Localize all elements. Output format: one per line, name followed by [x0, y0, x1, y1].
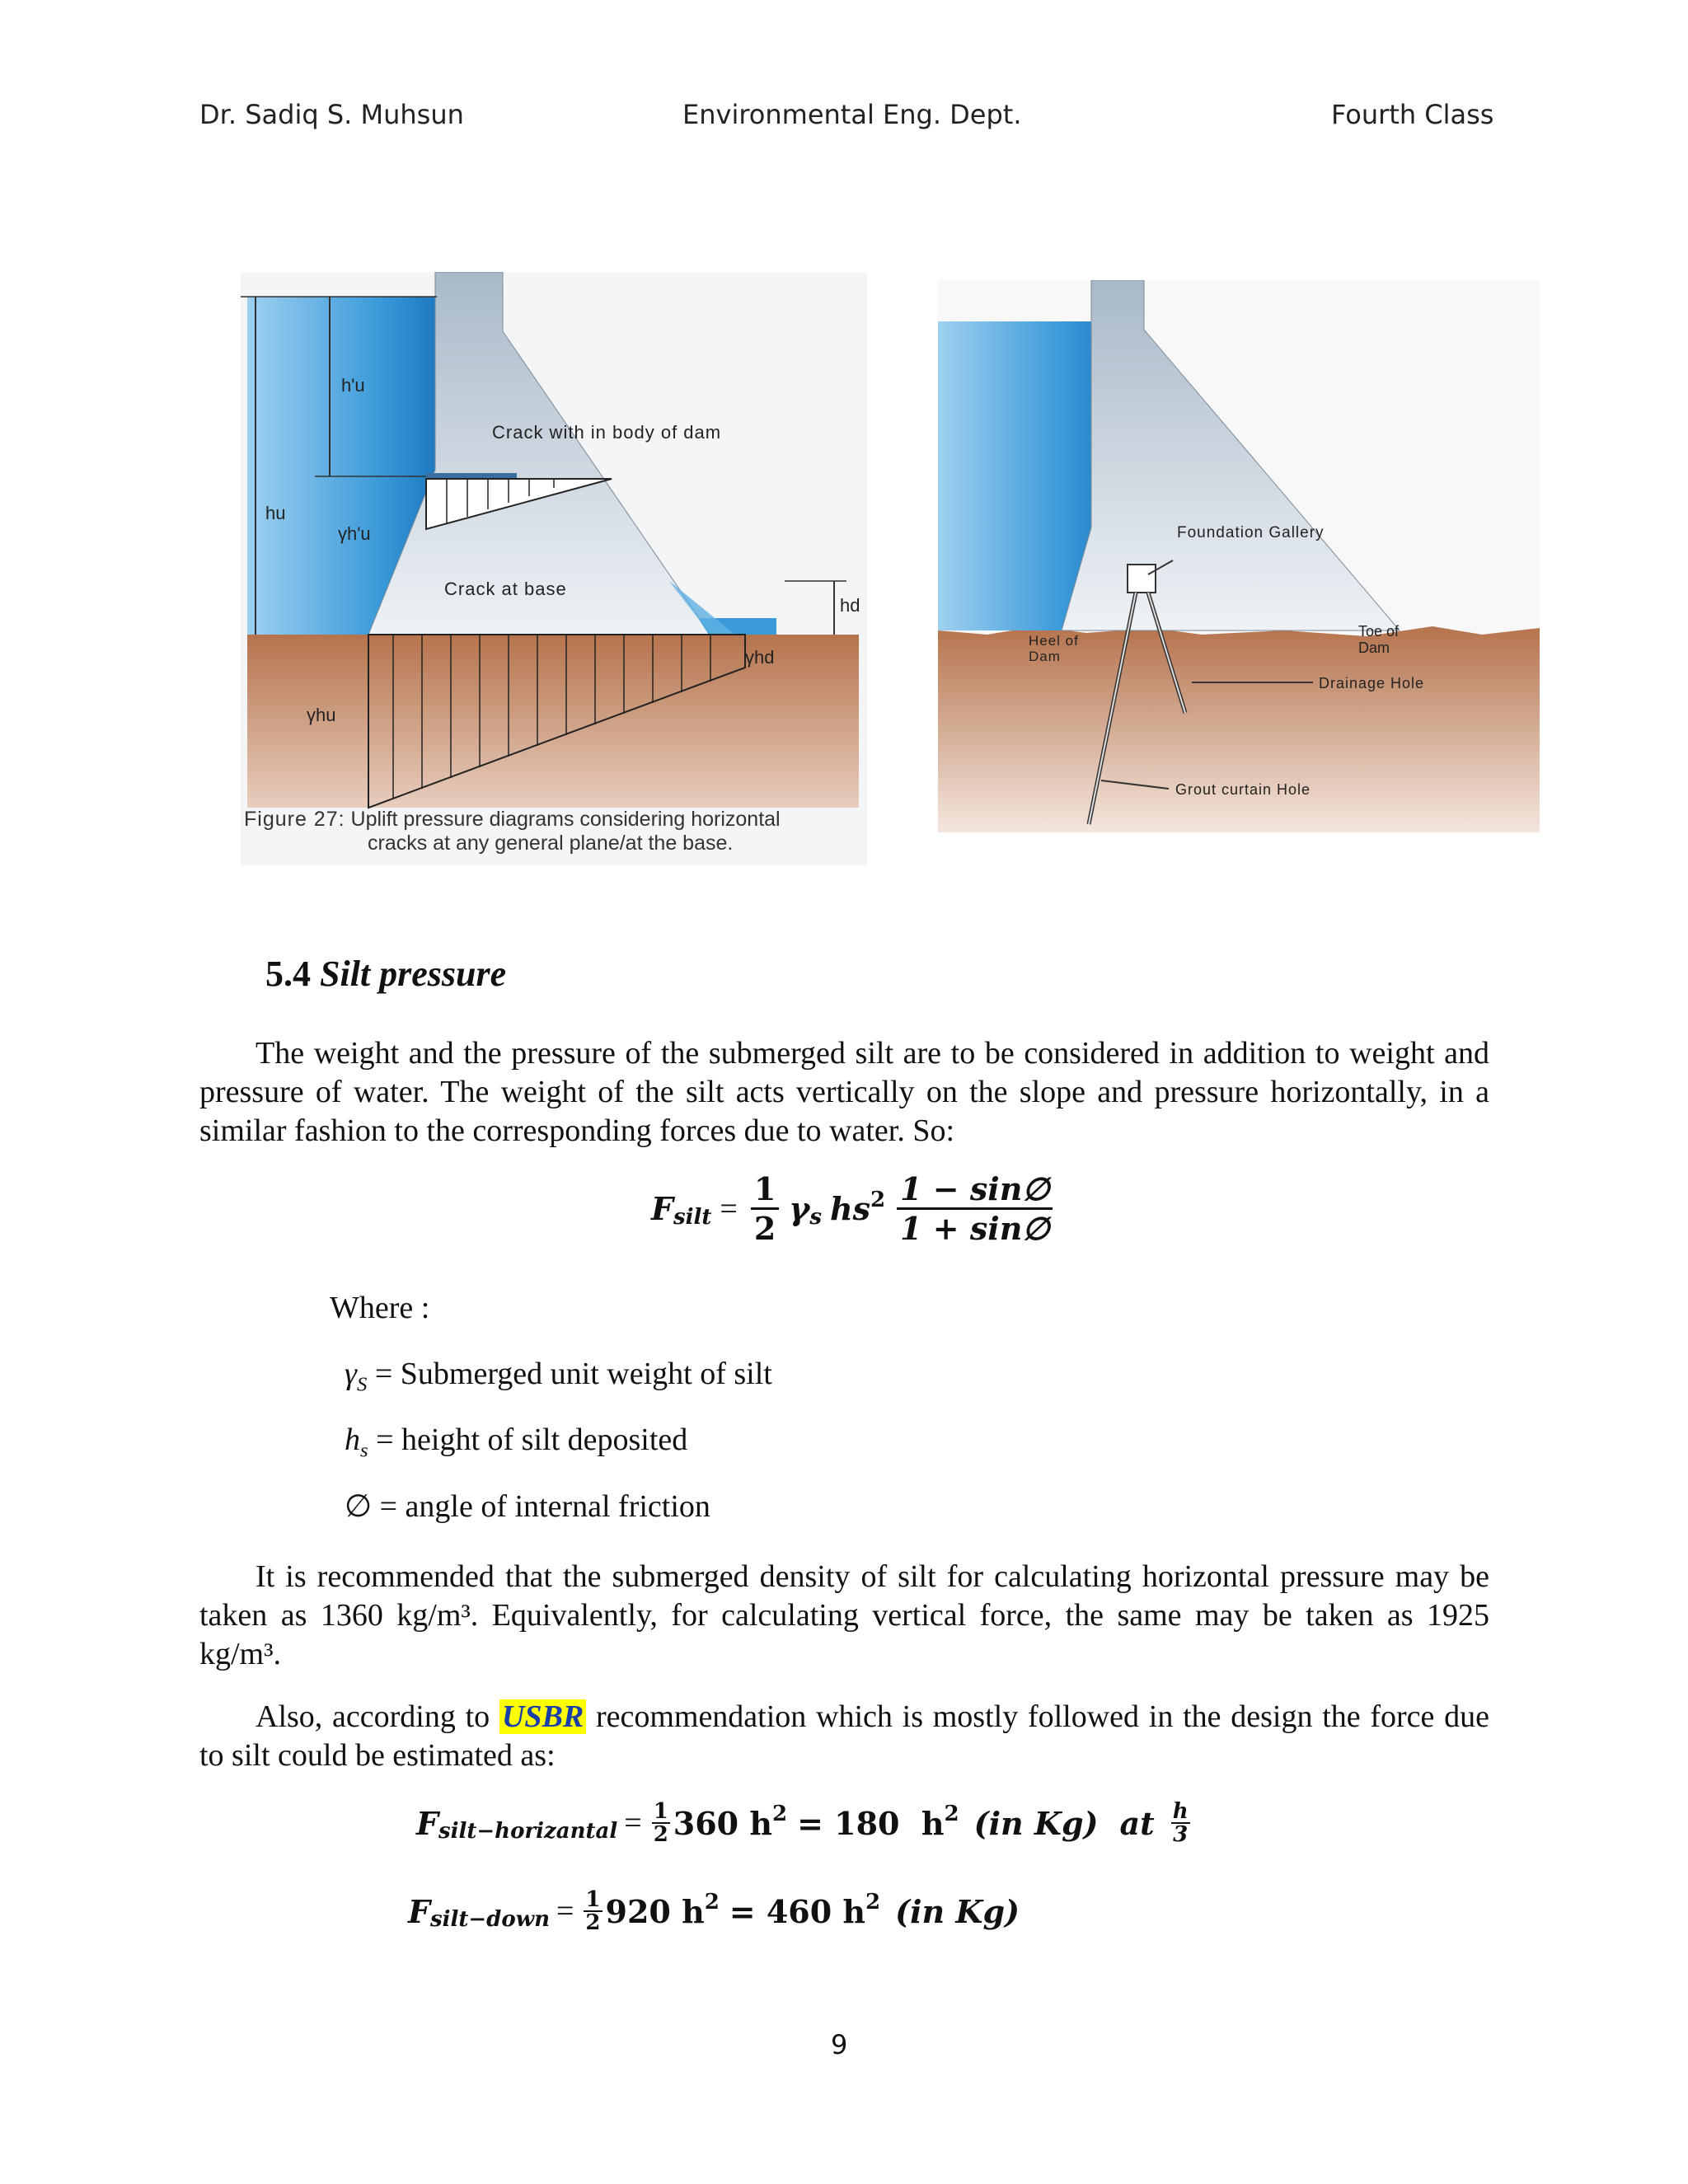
label-grout: Grout curtain Hole — [1175, 781, 1311, 798]
where-label: Where : — [330, 1291, 430, 1325]
uplift-diagram — [241, 272, 867, 865]
gallery-box — [1128, 565, 1156, 593]
label-gallery: Foundation Gallery — [1177, 524, 1325, 541]
figure-foundation-gallery — [938, 280, 1540, 832]
section-number: 5.4 — [265, 954, 311, 994]
label-gamma-hd: γhd — [745, 647, 775, 668]
eq-num: 1 — [751, 1170, 779, 1210]
label-toe: Toe of — [1358, 623, 1400, 640]
eq-lhs: F — [651, 1190, 673, 1227]
section-title — [265, 953, 506, 995]
label-gamma-hu-prime: γh'u — [338, 523, 371, 544]
equation-silt-force — [651, 1170, 1057, 1247]
gallery-diagram — [938, 280, 1540, 832]
reservoir-water — [938, 321, 1095, 630]
eq-pow: 2 — [870, 1187, 886, 1212]
section-name: Silt pressure — [320, 954, 507, 994]
eq-equals: = — [720, 1191, 738, 1226]
eq-lhs-sub: silt — [673, 1204, 712, 1230]
figure-uplift-pressure — [241, 272, 867, 865]
label-drainage: Drainage Hole — [1319, 675, 1425, 691]
paragraph-density: It is recommended that the submerged density of silt for calculating horizontal pressure may be taken as 1360 kg/m³. Equivalently, for calculating vertical force, the same may be taken as 1925 kg/m³. — [199, 1559, 1489, 1671]
label-heel: Heel of — [1029, 633, 1079, 649]
label-hd: hd — [840, 595, 860, 616]
label-gamma-hu: γhu — [307, 705, 336, 725]
label-hu: hu — [265, 503, 286, 523]
caption-line1: Uplift pressure diagrams considering horizontal — [350, 808, 781, 831]
header-author: Dr. Sadiq S. Muhsun — [199, 99, 464, 130]
paragraph-intro: The weight and the pressure of the submerged silt are to be considered in addition to weight and pressure of water. The weight of the silt acts vertically on the slope and pressure horizontally, in a similar fashion to the corresponding forces due to water. So: — [199, 1036, 1489, 1148]
label-hu-prime: h'u — [341, 375, 365, 396]
label-crack-base: Crack at base — [444, 579, 567, 599]
header-class: Fourth Class — [1331, 99, 1494, 130]
caption-line2: cracks at any general plane/at the base. — [368, 832, 734, 855]
definition-phi: ∅ = angle of internal friction — [345, 1489, 710, 1524]
eq-den: 2 — [753, 1210, 776, 1247]
eq-den2: 1 + sin∅ — [900, 1210, 1050, 1247]
label-toe-2: Dam — [1358, 640, 1390, 656]
paragraph-usbr: Also, according to USBR recommendation which is mostly followed in the design the force due to silt could be estimated as: — [199, 1699, 1490, 1773]
caption-label: Figure 27: — [244, 808, 345, 831]
eq-gamma: γ — [789, 1190, 810, 1227]
figure-caption — [244, 808, 781, 855]
eq-num2: 1 − sin∅ — [897, 1170, 1053, 1210]
definition-gamma: $\gamma_S$ = Submerged unit weight of silt — [345, 1357, 772, 1396]
header-department: Environmental Eng. Dept. — [682, 99, 1022, 130]
usbr-highlight: USBR — [499, 1699, 586, 1734]
definition-hs: $h_s$ = height of silt deposited — [345, 1422, 688, 1462]
equation-silt-horizontal: F $_{silt-horizantal}$ = $\frac{1}{2}$ 360 h $^2$ = 180 h $^2$ (in Kg) at h 3 — [416, 1799, 1189, 1847]
equation-silt-down: F $_{silt-down}$ = $\frac{1}{2}$ 920 h $^2$ = 460 h $^2$ (in Kg) — [408, 1887, 1020, 1935]
label-crack-body: Crack with in body of dam — [492, 422, 722, 443]
label-heel-2: Dam — [1029, 649, 1061, 664]
eq-hs: hs — [830, 1190, 871, 1227]
page-number: 9 — [831, 2029, 848, 2060]
eq-gamma-sub: s — [809, 1204, 823, 1230]
